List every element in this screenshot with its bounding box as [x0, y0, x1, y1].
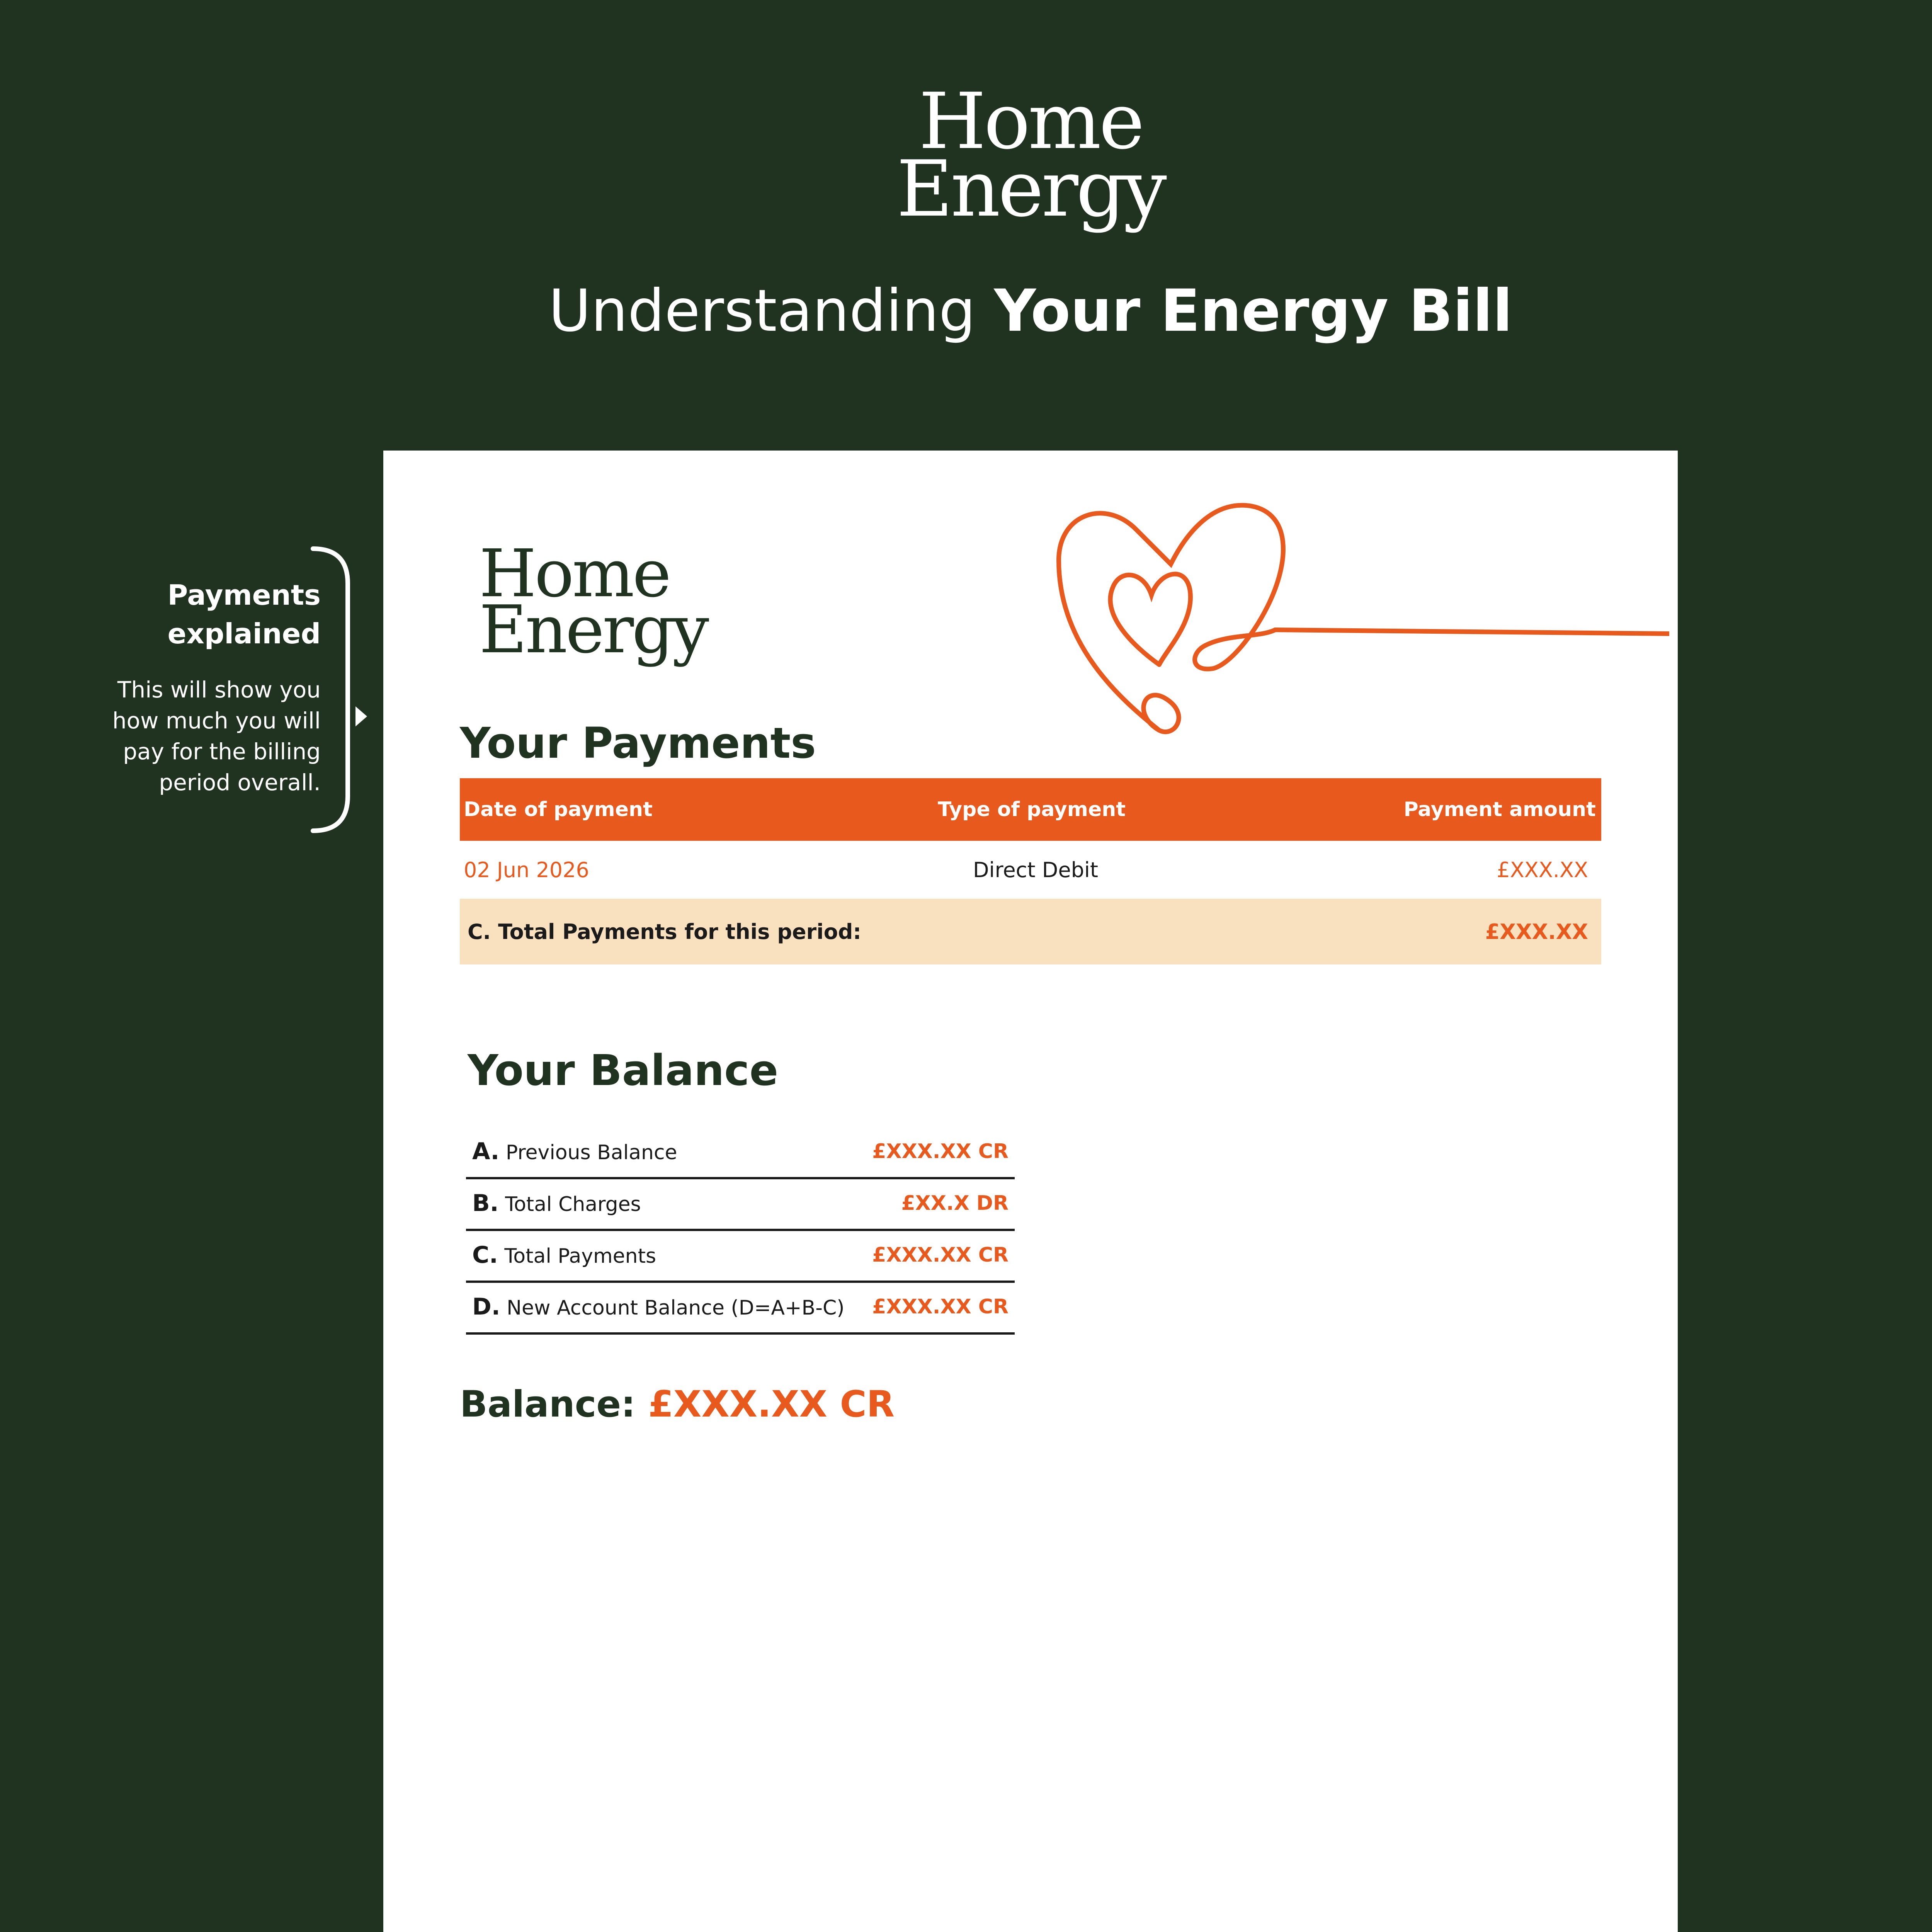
- brand-logo-top-line2: Energy: [896, 144, 1165, 234]
- balance-summary-label: Balance:: [460, 1383, 636, 1425]
- balance-row-label: [472, 1238, 656, 1274]
- payments-title: Your Payments: [460, 718, 816, 768]
- payment-type: Direct Debit: [973, 858, 1099, 882]
- balance-row-text: Total Charges: [505, 1193, 641, 1216]
- balance-row-label: [472, 1134, 677, 1170]
- annotation-body-line: period overall.: [159, 769, 321, 796]
- doc-brand-logo-line1: Home: [479, 536, 670, 612]
- payment-date: 02 Jun 2026: [464, 858, 589, 882]
- doc-brand-logo-line2: Energy: [479, 592, 707, 668]
- annotation-body-line: how much you will: [112, 707, 321, 734]
- payments-total-label: C. Total Payments for this period:: [468, 920, 861, 944]
- annotation-body-line: This will show you: [117, 677, 321, 703]
- balance-row-letter: D.: [472, 1293, 500, 1320]
- balance-row-value: £XXX.XX CR: [872, 1140, 1009, 1163]
- page-headline: [0, 276, 1932, 346]
- balance-row-text: Total Payments: [504, 1245, 656, 1268]
- annotation-title: [77, 576, 321, 653]
- headline-light: Understanding: [548, 277, 976, 345]
- column-header-amount: Payment amount: [1403, 798, 1596, 821]
- balance-row-letter: A.: [472, 1138, 500, 1165]
- balance-row-value: £XXX.XX CR: [872, 1243, 1009, 1267]
- brand-logo-top-line1: Home: [918, 77, 1143, 167]
- annotation-title-line2: explained: [167, 617, 321, 650]
- headline-bold: Your Energy Bill: [994, 277, 1513, 345]
- payments-total-value: £XXX.XX: [1485, 920, 1588, 944]
- balance-title: Your Balance: [468, 1046, 779, 1095]
- balance-row-text: Previous Balance: [505, 1141, 677, 1164]
- balance-row-value: £XXX.XX CR: [872, 1295, 1009, 1318]
- annotation-bracket-icon: [301, 541, 379, 842]
- annotation-body-line: pay for the billing: [123, 738, 321, 765]
- column-header-date: Date of payment: [464, 798, 653, 821]
- balance-row-label: [472, 1186, 641, 1222]
- balance-row-letter: C.: [472, 1242, 498, 1269]
- column-header-type: Type of payment: [937, 798, 1126, 821]
- balance-row-value: £XX.X DR: [901, 1192, 1009, 1215]
- balance-row-letter: B.: [472, 1190, 499, 1217]
- balance-row-text: New Account Balance (D=A+B-C): [507, 1296, 845, 1320]
- heart-scribble-icon: [1043, 483, 1669, 753]
- annotation-body: [77, 674, 321, 798]
- balance-summary: [460, 1379, 895, 1430]
- payment-amount: £XXX.XX: [1497, 858, 1588, 882]
- balance-summary-value: £XXX.XX CR: [648, 1383, 895, 1425]
- annotation-title-line1: Payments: [167, 579, 321, 611]
